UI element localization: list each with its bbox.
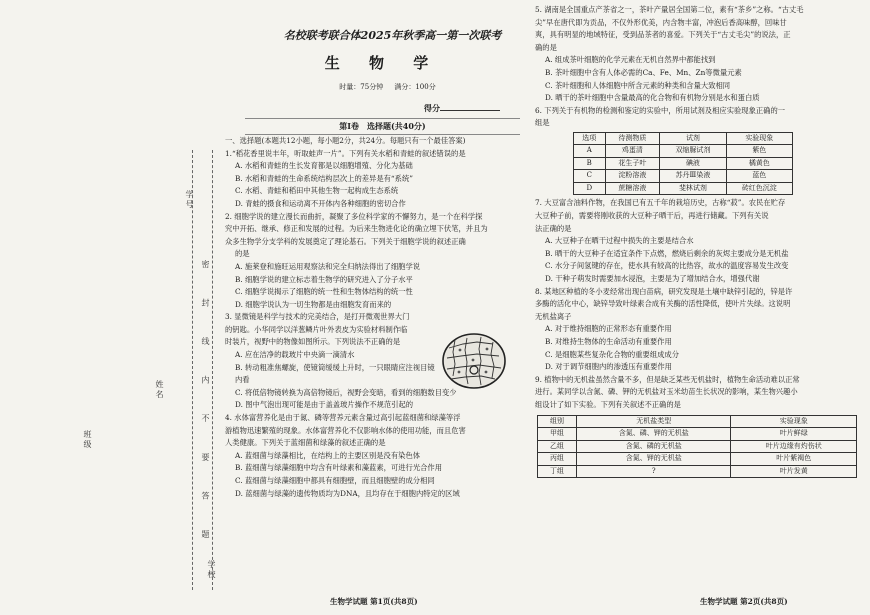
table-row — [574, 170, 793, 183]
table-row — [574, 145, 793, 158]
table-cell: D — [574, 182, 606, 195]
id-label: 学号 — [185, 190, 194, 210]
table-cell: 鸡蛋清 — [605, 145, 660, 158]
question-line: 7. 大豆富含油料作物，在我国已有五千年的栽培历史，古称“菽”。农民在贮存 — [535, 198, 786, 208]
q9-table-header — [538, 415, 857, 428]
question-line: A. 蓝细菌与绿藻相比，在结构上的主要区别是没有染色体 — [235, 450, 421, 460]
table-cell: 橘黄色 — [726, 157, 792, 170]
score-blank — [440, 110, 500, 111]
question-line: A. 施莱登和施旺运用观察法和完全归纳法得出了细胞学说 — [235, 261, 421, 271]
binding-margin — [4, 100, 214, 580]
table-cell: 蔗糖溶液 — [605, 182, 660, 195]
table-header-cell: 无机盐类型 — [577, 415, 731, 428]
table-row — [574, 157, 793, 170]
question-line: C. 是细胞某些复杂化合物的重要组成成分 — [545, 349, 680, 359]
question-line: B. 蓝细菌与绿藻细胞中均含有叶绿素和藻蓝素，可进行光合作用 — [235, 463, 443, 473]
table-cell: 砖红色沉淀 — [726, 182, 792, 195]
question-line: 2. 细胞学说的建立漫长而曲折，凝聚了多位科学家的不懈努力，是一个在科学探 — [225, 211, 483, 221]
left-footer: 生物学试题 第1页(共8页) — [330, 597, 418, 606]
question-line: C. 水稻、青蛙和稻田中其他生物一起构成生态系统 — [235, 186, 399, 196]
question-line: 组是 — [535, 118, 550, 128]
table-cell: 紫色 — [726, 145, 792, 158]
table-row — [574, 182, 793, 195]
question-line: D. 图中气泡出现可能是由于盖盖玻片操作不规范引起的 — [235, 400, 414, 410]
time-label: 时量：75分钟 — [339, 83, 384, 92]
table-cell: 斐林试剂 — [660, 182, 726, 195]
table-cell: 叶片发黄 — [731, 465, 857, 478]
question-line: D. 细胞学说认为一切生物都是由细胞发育而来的 — [235, 299, 392, 309]
question-line: 游植物迅速繁殖的现象。水体富营养化不仅影响水体的使用功能，而且危害 — [225, 425, 466, 435]
table-cell: 乙组 — [538, 440, 577, 453]
table-cell: 苏丹Ⅲ染液 — [660, 170, 726, 183]
question-line: D. 对于调节细胞内的渗透压有重要作用 — [545, 362, 672, 372]
table-cell: 叶片鲜绿 — [731, 428, 857, 441]
fold-line — [192, 150, 193, 590]
table-cell: 含氮、钾的无机盐 — [577, 453, 731, 466]
table-header-cell: 组别 — [538, 415, 577, 428]
table-cell: 丁组 — [538, 465, 577, 478]
question-line: 进行。某同学以含氮、磷、钾的无机盐对玉米幼苗生长状况的影响，某生物兴趣小 — [535, 387, 798, 397]
seal-text: 密 封 线 内 不 要 答 题 — [201, 260, 210, 552]
question-line: C. 细胞学说揭示了细胞的统一性和生物体结构的统一性 — [235, 287, 413, 297]
table-cell: ? — [577, 465, 731, 478]
question-line: 1.“稻花香里说丰年，听取蛙声一片”。下列有关水稻和青蛙的叙述错误的是 — [225, 148, 466, 158]
score-box — [225, 102, 500, 115]
table-cell: 含氮、磷、钾的无机盐 — [577, 428, 731, 441]
left-content — [225, 30, 520, 500]
question-line: 人类健康。下列关于蓝细菌和绿藻的叙述正确的是 — [225, 438, 386, 448]
question-line: 4. 水体富营养化是由于氮、磷等营养元素含量过高引起蓝细菌和绿藻等浮 — [225, 413, 461, 423]
volume-sub: 选择题(共40分) — [367, 121, 426, 132]
table-header-cell: 选项 — [574, 132, 606, 145]
right-footer: 生物学试题 第2页(共8页) — [700, 597, 788, 606]
question-line: C. 水分子间氢键的存在，使水具有较高的比热容，故水的温度容易发生改变 — [545, 261, 789, 271]
question-5-6-lines — [535, 4, 865, 130]
question-line: 无机盐离子 — [535, 311, 572, 321]
table-cell: 丙组 — [538, 453, 577, 466]
exam-title: 名校联考联合体2025年秋季高一第一次联考 — [283, 29, 502, 42]
table-header-cell: 试剂 — [660, 132, 726, 145]
volume-heading — [245, 118, 520, 135]
table-header-cell: 待测物质 — [605, 132, 660, 145]
table-cell: 双缩脲试剂 — [660, 145, 726, 158]
question-line: D. 晒干的茶叶细胞中含量最高的化合物和有机物分别是水和蛋白质 — [545, 93, 760, 103]
right-page — [525, 0, 870, 615]
question-line: B. 水稻和青蛙的生命系统结构层次上的差异是有“系统” — [235, 173, 413, 183]
question-line: 内看 — [235, 375, 250, 385]
name-label: 姓名 — [155, 380, 164, 400]
score-label: 得分 — [424, 102, 440, 113]
question-line: A. 大豆种子在晒干过程中损失的主要是结合水 — [545, 236, 694, 246]
question-line: A. 对于维持细胞的正常形态有重要作用 — [545, 324, 672, 334]
onion-cell-micrograph — [441, 332, 507, 390]
question-line: 大豆种子前，需要将刚收获的大豆种子晒干后，再进行储藏。下列有关说 — [535, 211, 769, 221]
q6-table — [573, 132, 793, 196]
question-line: 9. 植物中的无机盐虽然含量不多，但是缺乏某些无机盐时，植物生命活动难以正常 — [535, 374, 800, 384]
question-line: 众多生物学分支学科的发展奠定了理论基石。下列关于细胞学说的叙述正确 — [225, 236, 466, 246]
question-line: 时装片，视野中的物像如图所示。下列说法不正确的是 — [225, 337, 401, 347]
table-cell: B — [574, 157, 606, 170]
question-line: 多酶的活化中心，缺锌导致叶绿素合成有关酶的活性降低，使叶片失绿。这说明 — [535, 299, 791, 309]
question-line: A. 应在洁净的载玻片中央滴一滴清水 — [235, 350, 355, 360]
question-line: C. 将低倍物镜转换为高倍物镜后，视野会变暗，看到的细胞数目变少 — [235, 387, 457, 397]
exam-meta — [255, 81, 520, 94]
q9-table — [537, 415, 857, 479]
question-line: 组设计了如下实验。下列有关叙述不正确的是 — [535, 399, 681, 409]
question-line: B. 茶叶细胞中含有人体必需的Ca、Fe、Mn、Zn等微量元素 — [545, 67, 742, 77]
school-label: 学校 — [207, 560, 216, 580]
seal-line — [212, 150, 213, 590]
question-7-9-lines — [535, 197, 865, 411]
question-line: D. 蓝细菌与绿藻的遗传物质均为DNA，且均存在于细胞内特定的区域 — [235, 488, 460, 498]
question-line: 法正确的是 — [535, 223, 572, 233]
question-line: B. 细胞学说的建立标志着生物学的研究进入了分子水平 — [235, 274, 413, 284]
table-cell: 花生子叶 — [605, 157, 660, 170]
table-row — [538, 465, 857, 478]
question-line: 确的是 — [535, 42, 557, 52]
table-cell: 碘液 — [660, 157, 726, 170]
question-line: C. 茶叶细胞和人体细胞中所含元素的种类和含量大致相同 — [545, 80, 731, 90]
table-cell: 淀粉溶液 — [605, 170, 660, 183]
table-cell: 含氮、磷的无机盐 — [577, 440, 731, 453]
question-line: 一、选择题(本题共12小题，每小题2分，共24分。每题只有一个最佳答案) — [225, 135, 466, 145]
question-line: 尖”早在唐代即为贡品，不仅外形优美，内含物丰富，冲泡后香高味醇，回味甘 — [535, 17, 787, 27]
question-line: B. 对维持生物体的生命活动有重要作用 — [545, 336, 672, 346]
question-line: 爽，具有明显的地域特征，受到品茶者的喜爱。下列关于“古丈毛尖”的说法，正 — [535, 30, 791, 40]
question-line: 的钥匙。小华同学以洋葱鳞片叶外表皮为实验材料制作临 — [225, 324, 408, 334]
subject-title: 生 物 学 — [324, 53, 441, 72]
question-line: A. 水稻和青蛙的生长发育都是以细胞增殖、分化为基础 — [235, 161, 413, 171]
table-header-cell: 实验现象 — [731, 415, 857, 428]
question-line: D. 干种子萌发时需要加水浸泡，主要是为了增加结合水，增强代谢 — [545, 274, 760, 283]
question-line: 5. 湖南是全国重点产茶省之一，茶叶产量居全国第二位，素有“茶乡”之称。“古丈毛 — [535, 5, 804, 14]
question-line: 6. 下列关于有机物的检测和鉴定的实验中，所用试剂及相应实验现象正确的一 — [535, 105, 786, 115]
question-line: 究中开拓、继承、修正和发展的过程。为后来生物进化论的确立埋下伏笔，并且为 — [225, 224, 488, 234]
table-row — [538, 453, 857, 466]
question-line: B. 晒干的大豆种子在适宜条件下点燃，燃烧后剩余的灰烬主要成分是无机盐 — [545, 248, 789, 258]
question-line: B. 转动粗准焦螺旋，使镜筒缓缓上升时，一只眼睛应注视目镜 — [235, 362, 435, 372]
question-line: A. 组成茶叶细胞的化学元素在无机自然界中都能找到 — [545, 55, 716, 65]
table-cell: 叶片紫褐色 — [731, 453, 857, 466]
class-label: 班级 — [83, 430, 92, 450]
left-question-lines — [225, 135, 520, 500]
question-line: 8. 某地区种植的冬小麦经常出现白苗病，研究发现是土壤中缺锌引起的，锌是许 — [535, 286, 793, 296]
score-total: 满分：100分 — [394, 83, 436, 92]
right-content — [535, 4, 865, 478]
table-cell: 叶片边缘有灼伤状 — [731, 440, 857, 453]
table-header-cell: 实验现象 — [726, 132, 792, 145]
table-cell: 蓝色 — [726, 170, 792, 183]
table-row — [538, 440, 857, 453]
question-line: C. 蓝细菌与绿藻细胞中都具有细胞壁，而且细胞壁的成分相同 — [235, 476, 435, 485]
question-line: 3. 显微镜是科学与技术的完美结合，是打开微观世界大门 — [225, 312, 410, 322]
table-cell: 甲组 — [538, 428, 577, 441]
q6-table-header — [574, 132, 793, 145]
question-line: D. 青蛙的摄食和运动离不开体内各种细胞的密切合作 — [235, 198, 406, 208]
volume-title: 第Ⅰ卷 — [339, 121, 360, 132]
table-row — [538, 428, 857, 441]
table-cell: C — [574, 170, 606, 183]
question-line: 的是 — [235, 249, 250, 259]
table-cell: A — [574, 145, 606, 158]
